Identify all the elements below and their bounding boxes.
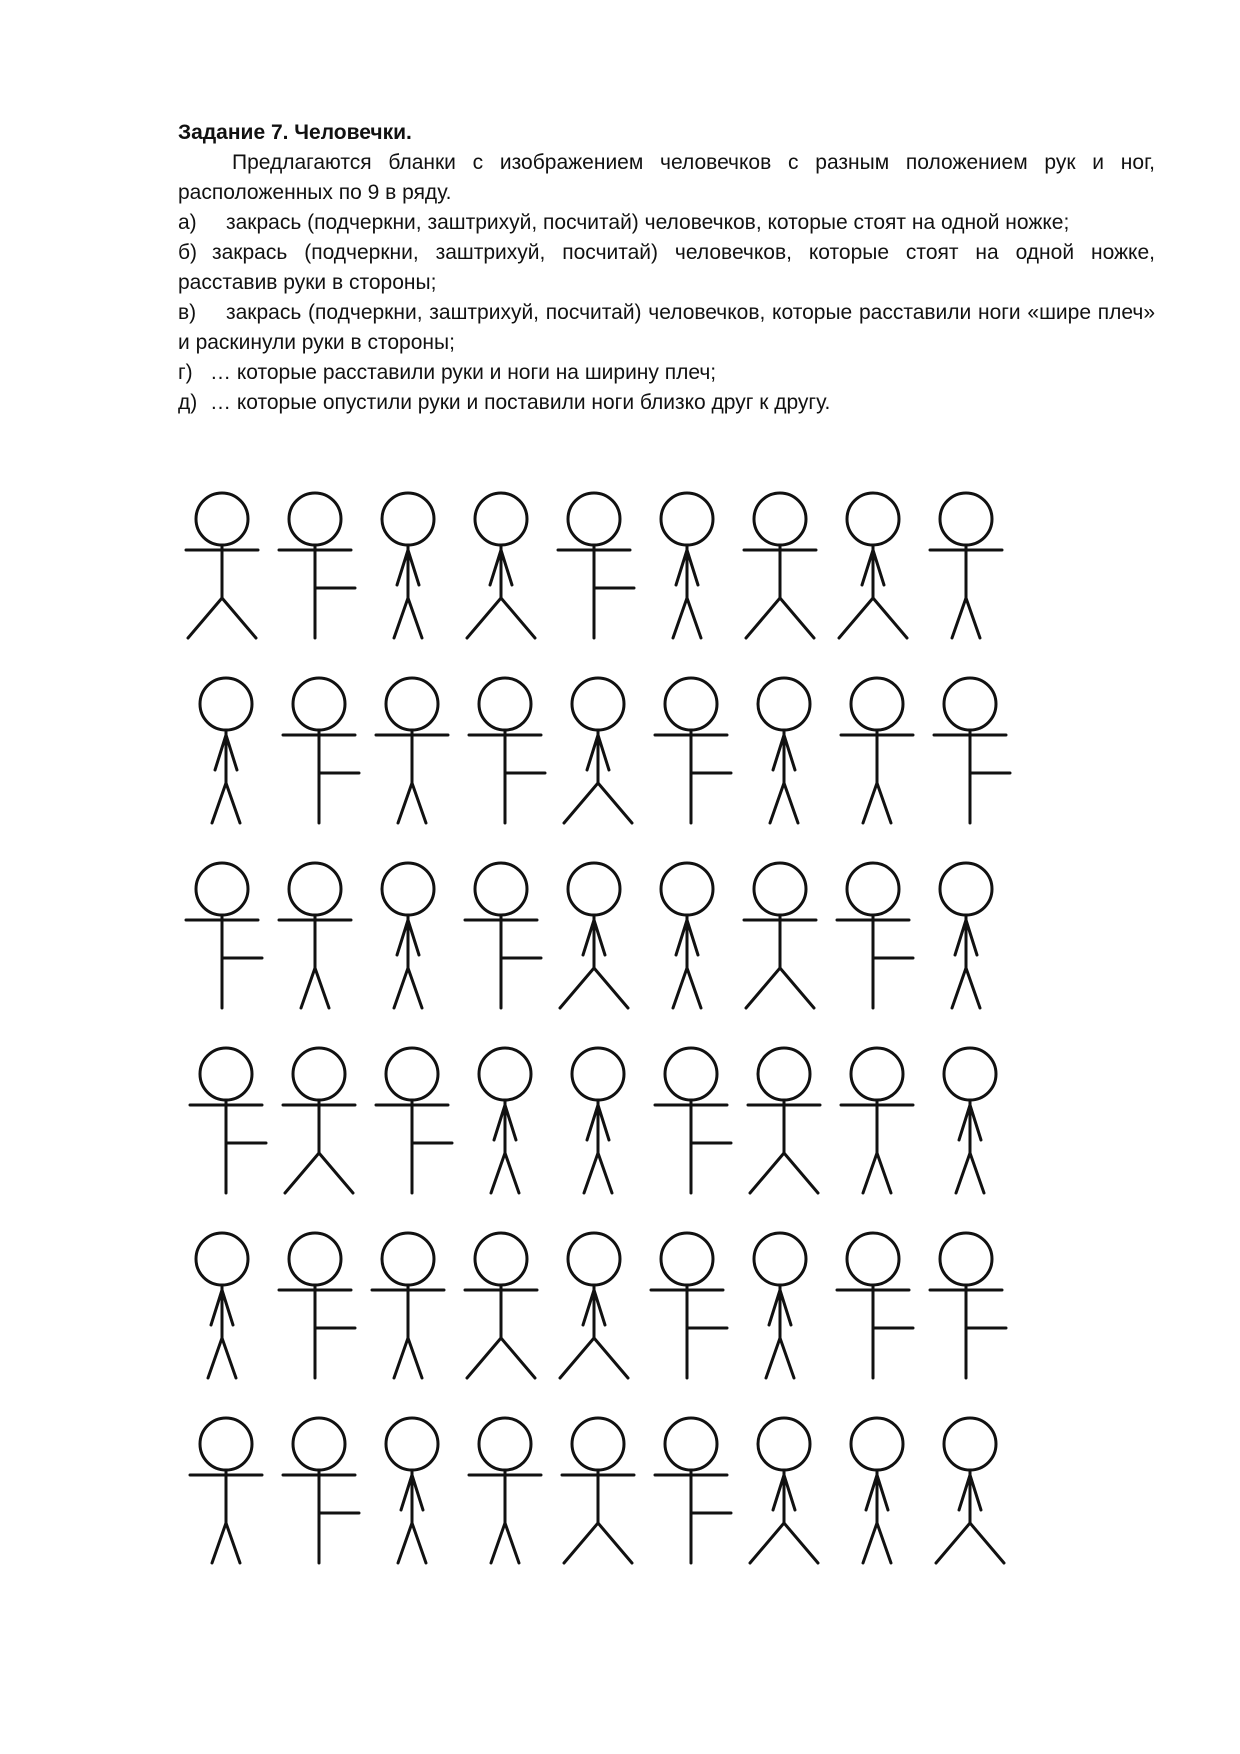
figure-right-leg — [598, 783, 632, 823]
stick-figure — [376, 678, 448, 823]
figure-right-arm — [784, 1475, 795, 1510]
figure-right-leg — [780, 1338, 794, 1378]
stick-figure — [934, 678, 1010, 823]
figure-left-leg — [212, 1523, 226, 1563]
figure-head — [665, 678, 717, 730]
figure-head — [661, 863, 713, 915]
figure-right-leg — [319, 1153, 353, 1193]
figure-head — [568, 493, 620, 545]
figure-right-leg — [408, 598, 422, 638]
figure-head — [293, 678, 345, 730]
stick-figure — [572, 1048, 624, 1193]
stick-figure — [940, 863, 992, 1008]
figure-left-leg — [956, 1153, 970, 1193]
figure-right-arm — [501, 550, 512, 585]
stick-figure — [936, 1418, 1004, 1563]
figure-right-leg — [970, 1153, 984, 1193]
stick-figure — [841, 1048, 913, 1193]
figure-head — [851, 678, 903, 730]
figure-right-leg — [598, 1523, 632, 1563]
figure-head — [196, 493, 248, 545]
figure-head — [200, 1418, 252, 1470]
figure-head — [200, 1048, 252, 1100]
figure-right-arm — [412, 1475, 423, 1510]
figure-head — [847, 863, 899, 915]
figure-right-arm — [226, 735, 237, 770]
figure-left-leg — [208, 1338, 222, 1378]
task-item-d — [178, 388, 1155, 418]
stick-figure — [758, 678, 810, 823]
figure-head — [944, 1418, 996, 1470]
figure-right-leg — [594, 1338, 628, 1378]
stick-figure — [279, 493, 355, 638]
figure-right-leg — [501, 598, 535, 638]
item-text: … которые опустили руки и поставили ноги близко друг к другу. — [210, 391, 831, 414]
figure-head — [572, 1418, 624, 1470]
figure-head — [754, 493, 806, 545]
figure-right-arm — [970, 1475, 981, 1510]
stick-figure — [283, 678, 359, 823]
figure-left-leg — [188, 598, 222, 638]
figure-head — [847, 493, 899, 545]
task-text — [178, 118, 1155, 418]
stick-figure — [655, 1418, 731, 1563]
stick-figure — [382, 863, 434, 1008]
figure-right-leg — [408, 968, 422, 1008]
stick-figure — [944, 1048, 996, 1193]
figure-left-leg — [746, 598, 780, 638]
stick-figure — [479, 1048, 531, 1193]
figure-left-leg — [398, 783, 412, 823]
figure-left-arm — [215, 735, 226, 770]
task-item-g — [178, 358, 1155, 388]
stick-figure — [190, 1048, 266, 1193]
figure-left-arm — [587, 735, 598, 770]
figure-head — [847, 1233, 899, 1285]
task-item-b — [178, 238, 1155, 298]
figure-right-arm — [873, 550, 884, 585]
figure-head — [568, 1233, 620, 1285]
figure-head — [944, 1048, 996, 1100]
figure-left-leg — [398, 1523, 412, 1563]
figure-head — [940, 1233, 992, 1285]
stick-figure — [661, 863, 713, 1008]
figure-head — [572, 678, 624, 730]
figure-right-arm — [687, 920, 698, 955]
figure-head — [386, 1418, 438, 1470]
figure-head — [196, 1233, 248, 1285]
figure-left-arm — [773, 735, 784, 770]
stick-figure — [560, 1233, 628, 1378]
figure-right-arm — [408, 550, 419, 585]
stick-figure — [558, 493, 634, 638]
stick-figure — [655, 678, 731, 823]
figure-left-arm — [587, 1105, 598, 1140]
figure-left-leg — [673, 598, 687, 638]
figure-head — [479, 678, 531, 730]
figure-head — [661, 493, 713, 545]
figure-head — [475, 1233, 527, 1285]
stick-figure — [564, 678, 632, 823]
item-text: закрась (подчеркни, заштрихуй, посчитай) человечков, которые стоят на одной ножке, расставив руки в стороны; — [178, 241, 1155, 294]
task-item-v — [178, 298, 1155, 358]
stick-figure — [744, 493, 816, 638]
figure-head — [200, 678, 252, 730]
figure-head — [289, 1233, 341, 1285]
stick-figure — [560, 863, 628, 1008]
figure-right-arm — [598, 735, 609, 770]
figure-left-leg — [491, 1523, 505, 1563]
stick-figure — [930, 493, 1002, 638]
figure-left-arm — [866, 1475, 877, 1510]
stick-figure — [186, 863, 262, 1008]
figure-head — [289, 863, 341, 915]
figure-right-leg — [501, 1338, 535, 1378]
stick-figure — [930, 1233, 1006, 1378]
figure-right-leg — [970, 1523, 1004, 1563]
figure-head — [479, 1048, 531, 1100]
stick-figure — [190, 1418, 262, 1563]
figure-left-leg — [863, 1523, 877, 1563]
figure-head — [758, 1048, 810, 1100]
figure-right-arm — [966, 920, 977, 955]
stick-figure — [839, 493, 907, 638]
item-text: закрась (подчеркни, заштрихуй, посчитай) человечков, которые расставили ноги «шире плеч» и раскинули руки в стороны; — [178, 301, 1155, 354]
figure-right-leg — [873, 598, 907, 638]
figure-head — [293, 1418, 345, 1470]
stick-figure — [837, 1233, 913, 1378]
figure-head — [293, 1048, 345, 1100]
stick-figure — [186, 493, 258, 638]
figure-right-arm — [222, 1290, 233, 1325]
item-text: … которые расставили руки и ноги на ширину плеч; — [210, 361, 717, 384]
stick-figure — [467, 493, 535, 638]
figure-left-leg — [952, 598, 966, 638]
stick-figure — [851, 1418, 903, 1563]
figure-left-leg — [863, 783, 877, 823]
figure-head — [851, 1418, 903, 1470]
figure-head — [758, 678, 810, 730]
figure-right-leg — [222, 1338, 236, 1378]
stick-figure — [469, 1418, 541, 1563]
figure-left-arm — [959, 1105, 970, 1140]
figure-right-leg — [226, 1523, 240, 1563]
stick-figure — [200, 678, 252, 823]
figure-left-arm — [490, 550, 501, 585]
stick-figure — [469, 678, 545, 823]
stick-figure — [837, 863, 913, 1008]
figure-left-arm — [494, 1105, 505, 1140]
figure-left-leg — [467, 1338, 501, 1378]
figure-head — [382, 493, 434, 545]
figure-right-leg — [222, 598, 256, 638]
figure-left-arm — [401, 1475, 412, 1510]
figure-left-leg — [560, 1338, 594, 1378]
figure-left-leg — [301, 968, 315, 1008]
figure-head — [386, 1048, 438, 1100]
figure-right-leg — [687, 968, 701, 1008]
item-marker: г) — [178, 361, 193, 384]
figure-right-leg — [594, 968, 628, 1008]
figure-left-leg — [770, 783, 784, 823]
figure-left-arm — [583, 920, 594, 955]
figure-right-leg — [315, 968, 329, 1008]
figure-head — [665, 1048, 717, 1100]
figure-left-leg — [936, 1523, 970, 1563]
figure-left-leg — [584, 1153, 598, 1193]
item-text: закрась (подчеркни, заштрихуй, посчитай) человечков, которые стоят на одной ножке; — [226, 211, 1070, 234]
figure-left-leg — [394, 1338, 408, 1378]
figure-head — [382, 863, 434, 915]
figure-head — [568, 863, 620, 915]
figure-left-leg — [839, 598, 873, 638]
figure-left-arm — [773, 1475, 784, 1510]
figure-right-leg — [505, 1153, 519, 1193]
figure-right-leg — [784, 1153, 818, 1193]
figure-left-leg — [746, 968, 780, 1008]
figure-right-arm — [877, 1475, 888, 1510]
figure-left-leg — [560, 968, 594, 1008]
figure-right-leg — [687, 598, 701, 638]
figure-right-arm — [594, 1290, 605, 1325]
figure-head — [754, 1233, 806, 1285]
figure-right-leg — [784, 1523, 818, 1563]
figure-right-leg — [877, 783, 891, 823]
figure-left-arm — [862, 550, 873, 585]
figure-left-arm — [955, 920, 966, 955]
stick-figure — [754, 1233, 806, 1378]
figure-head — [940, 493, 992, 545]
stick-figure — [465, 863, 541, 1008]
stick-figure — [382, 493, 434, 638]
figure-left-arm — [397, 550, 408, 585]
figure-right-leg — [226, 783, 240, 823]
figure-head — [754, 863, 806, 915]
figure-left-leg — [766, 1338, 780, 1378]
figure-left-leg — [673, 968, 687, 1008]
figure-right-arm — [780, 1290, 791, 1325]
figure-right-arm — [594, 920, 605, 955]
figure-left-leg — [750, 1153, 784, 1193]
figure-left-leg — [467, 598, 501, 638]
stick-figure-canvas — [190, 485, 1090, 1620]
figure-left-leg — [564, 1523, 598, 1563]
stick-figure — [651, 1233, 727, 1378]
figure-right-leg — [408, 1338, 422, 1378]
figure-head — [758, 1418, 810, 1470]
figure-right-arm — [784, 735, 795, 770]
item-marker: а) — [178, 211, 197, 234]
figure-head — [940, 863, 992, 915]
figure-head — [475, 493, 527, 545]
stick-figure — [562, 1418, 634, 1563]
figure-left-leg — [863, 1153, 877, 1193]
figure-head — [382, 1233, 434, 1285]
figure-left-arm — [676, 920, 687, 955]
figure-head — [572, 1048, 624, 1100]
stick-figure — [283, 1048, 355, 1193]
stick-figure — [386, 1418, 438, 1563]
stick-figure — [376, 1048, 452, 1193]
figure-right-leg — [598, 1153, 612, 1193]
figure-head — [196, 863, 248, 915]
task-title: Задание 7. Человечки. — [178, 121, 412, 144]
figure-left-leg — [212, 783, 226, 823]
figure-right-leg — [966, 598, 980, 638]
figure-right-leg — [877, 1523, 891, 1563]
figure-right-leg — [412, 783, 426, 823]
figure-left-arm — [583, 1290, 594, 1325]
figure-right-arm — [687, 550, 698, 585]
stick-figure — [279, 1233, 355, 1378]
figure-right-leg — [784, 783, 798, 823]
figure-left-arm — [211, 1290, 222, 1325]
figure-left-leg — [564, 783, 598, 823]
figure-right-leg — [780, 968, 814, 1008]
figure-head — [944, 678, 996, 730]
figure-left-arm — [959, 1475, 970, 1510]
stick-figure — [744, 863, 816, 1008]
figure-right-arm — [598, 1105, 609, 1140]
figure-left-leg — [952, 968, 966, 1008]
figure-left-leg — [491, 1153, 505, 1193]
figure-left-arm — [769, 1290, 780, 1325]
stick-figure-grid — [190, 485, 1090, 1620]
figure-left-arm — [676, 550, 687, 585]
figure-right-leg — [877, 1153, 891, 1193]
figure-right-leg — [505, 1523, 519, 1563]
figure-head — [665, 1418, 717, 1470]
figure-head — [289, 493, 341, 545]
figure-head — [661, 1233, 713, 1285]
figure-head — [386, 678, 438, 730]
stick-figure — [465, 1233, 537, 1378]
stick-figure — [661, 493, 713, 638]
stick-figure — [196, 1233, 248, 1378]
task-intro: Предлагаются бланки с изображением человечков с разным положением рук и ног, расположенных по 9 в ряду. — [178, 151, 1155, 204]
item-marker: в) — [178, 301, 197, 324]
figure-right-leg — [780, 598, 814, 638]
stick-figure — [655, 1048, 731, 1193]
figure-left-leg — [394, 968, 408, 1008]
stick-figure — [841, 678, 913, 823]
figure-head — [479, 1418, 531, 1470]
figure-left-leg — [394, 598, 408, 638]
item-marker: д) — [178, 391, 198, 414]
stick-figure — [279, 863, 351, 1008]
figure-left-leg — [750, 1523, 784, 1563]
figure-left-leg — [285, 1153, 319, 1193]
figure-head — [851, 1048, 903, 1100]
task-item-a — [178, 208, 1155, 238]
stick-figure — [750, 1418, 818, 1563]
figure-left-arm — [397, 920, 408, 955]
figure-head — [475, 863, 527, 915]
figure-right-leg — [966, 968, 980, 1008]
figure-right-arm — [970, 1105, 981, 1140]
stick-figure — [372, 1233, 444, 1378]
figure-right-arm — [408, 920, 419, 955]
item-marker: б) — [178, 241, 198, 264]
stick-figure — [748, 1048, 820, 1193]
stick-figure — [283, 1418, 359, 1563]
figure-right-leg — [412, 1523, 426, 1563]
figure-right-arm — [505, 1105, 516, 1140]
